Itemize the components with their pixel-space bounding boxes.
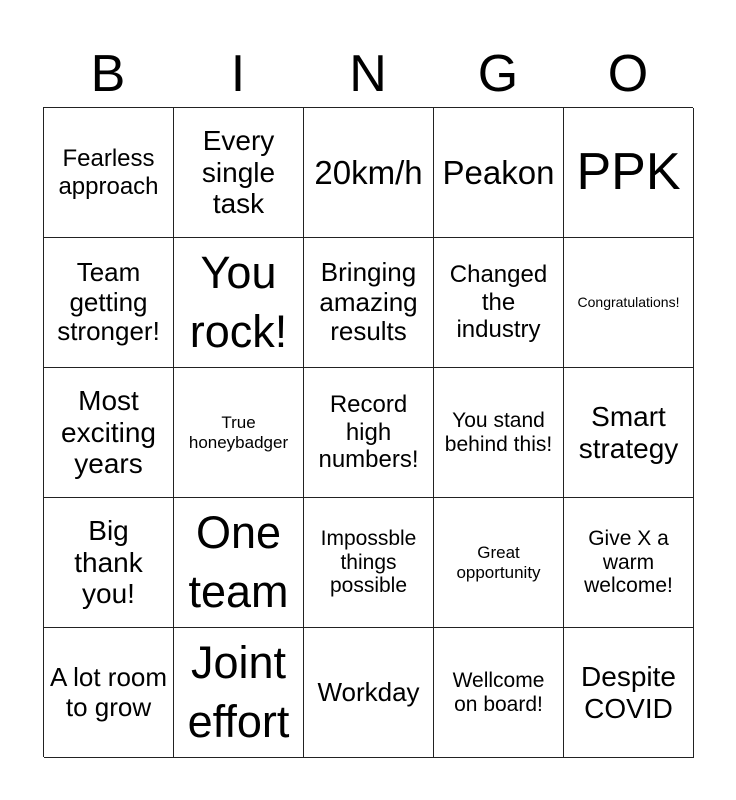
bingo-cell-r1c2[interactable] [174, 108, 304, 238]
cell-text: You stand behind this! [444, 408, 553, 456]
bingo-cell-r5c5[interactable] [564, 628, 694, 758]
bingo-cell-r4c4[interactable] [434, 498, 564, 628]
bingo-cell-r2c2[interactable] [174, 238, 304, 368]
bingo-card-grid [43, 107, 693, 757]
cell-text: Peakon [442, 153, 555, 191]
bingo-cell-r4c5[interactable] [564, 498, 694, 628]
bingo-cell-r2c1[interactable] [44, 238, 174, 368]
bingo-cell-r1c3[interactable] [304, 108, 434, 238]
cell-text: Smart strategy [578, 400, 679, 464]
cell-text: True honeybadger [188, 413, 289, 452]
bingo-cell-r4c1[interactable] [44, 498, 174, 628]
bingo-cell-r5c2[interactable] [174, 628, 304, 758]
bingo-cell-r2c5[interactable] [564, 238, 694, 368]
header-letter-n: N [349, 45, 387, 103]
cell-text: Impossble things possible [320, 526, 417, 598]
cell-text: One team [188, 507, 289, 617]
cell-text: A lot room to grow [49, 661, 168, 722]
bingo-cell-r5c4[interactable] [434, 628, 564, 758]
header-letter-g: G [477, 45, 519, 103]
cell-text: Give X a warm welcome! [584, 526, 673, 598]
cell-text: Most exciting years [61, 384, 156, 480]
cell-text: Team getting stronger! [57, 257, 160, 347]
header-letter-b: B [90, 45, 126, 103]
cell-text: Workday [317, 676, 420, 707]
bingo-cell-r4c2[interactable] [174, 498, 304, 628]
bingo-cell-r4c3[interactable] [304, 498, 434, 628]
bingo-header [43, 40, 693, 108]
bingo-cell-r2c3[interactable] [304, 238, 434, 368]
bingo-cell-r3c5[interactable] [564, 368, 694, 498]
cell-text: Congratulations! [577, 293, 680, 310]
cell-text: Wellcome on board! [452, 668, 545, 716]
cell-text: PPK [576, 142, 681, 201]
bingo-cell-r3c4[interactable] [434, 368, 564, 498]
cell-text: Record high numbers! [318, 391, 419, 474]
header-letter-o: O [607, 45, 649, 103]
cell-text: Despite COVID [581, 660, 676, 724]
cell-text: Fearless approach [58, 145, 159, 200]
cell-text: You rock! [189, 247, 288, 357]
bingo-cell-r3c2[interactable] [174, 368, 304, 498]
cell-text: Great opportunity [456, 543, 541, 582]
bingo-cell-r2c4[interactable] [434, 238, 564, 368]
cell-text: Changed the industry [449, 261, 548, 344]
bingo-cell-r5c1[interactable] [44, 628, 174, 758]
bingo-cell-r1c4[interactable] [434, 108, 564, 238]
bingo-cell-r3c3[interactable] [304, 368, 434, 498]
bingo-cell-r1c5[interactable] [564, 108, 694, 238]
cell-text: Big thank you! [74, 514, 143, 610]
bingo-cell-r5c3[interactable] [304, 628, 434, 758]
cell-text: 20km/h [314, 153, 423, 191]
bingo-cell-r3c1[interactable] [44, 368, 174, 498]
header-letter-i: I [230, 45, 246, 103]
bingo-cell-r1c1[interactable] [44, 108, 174, 238]
cell-text: Bringing amazing results [319, 257, 418, 347]
cell-text: Every single task [201, 124, 276, 220]
cell-text: Joint effort [187, 637, 290, 747]
